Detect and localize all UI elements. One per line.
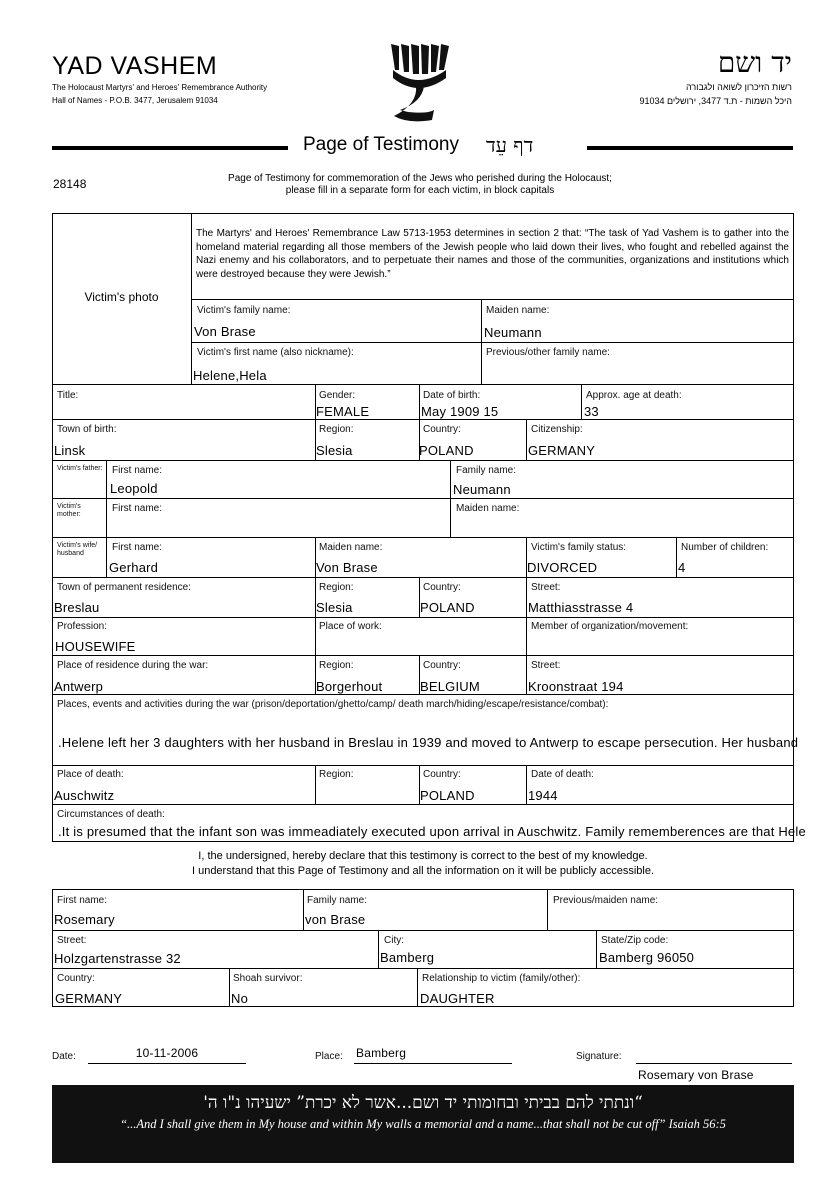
declaration-line-2: I understand that this Page of Testimony and all the information on it will be publicly accessible. xyxy=(191,865,655,877)
first-name-value[interactable]: Helene,Hela xyxy=(193,368,267,383)
mother-row-label: Victim's mother: xyxy=(57,503,81,518)
death-place-label: Place of death: xyxy=(57,769,124,780)
town-birth-value[interactable]: Linsk xyxy=(54,443,86,458)
war-country-label: Country: xyxy=(423,660,461,671)
submitter-city-label: City: xyxy=(384,935,404,946)
age-value[interactable]: 33 xyxy=(584,404,599,419)
law-text: The Martyrs' and Heroes' Remembrance Law 5713-1953 determines in section 2 that: “The task of Yad Vashem is to gather into the homeland material regarding all those members of the Jewish people who laid down their lives, who fought and rebelled against the Nazi enemy and his collaborators, and to perpetuate their names and those of the communities, organizations and institutions which were destroyed because they were Jewish.” xyxy=(196,228,789,280)
profession-label: Profession: xyxy=(57,621,108,632)
father-family-label: Family name: xyxy=(456,465,517,476)
residence-town-value[interactable]: Breslau xyxy=(54,600,100,615)
footer-hebrew: “ונתתי להם בביתי ובחומותי יד ושם...אשר לא יכרת” ישעיהו נ"ו ה' xyxy=(203,1093,643,1113)
spouse-maiden-value[interactable]: Von Brase xyxy=(316,560,378,575)
org-subtitle-he-2: היכל השמות - ת.ד 3477, ירושלים 91034 xyxy=(639,96,792,106)
death-place-value[interactable]: Auschwitz xyxy=(54,788,115,803)
family-status-value[interactable]: DIVORCED xyxy=(527,560,598,575)
submitter-city-value[interactable]: Bamberg xyxy=(380,950,435,965)
citizenship-value[interactable]: GERMANY xyxy=(528,443,596,458)
spouse-first-value[interactable]: Gerhard xyxy=(109,560,159,575)
form-title-he: דף עֵד xyxy=(486,133,534,157)
first-name-label: Victim's first name (also nickname): xyxy=(197,347,354,358)
death-region-label: Region: xyxy=(319,769,354,780)
father-first-label: First name: xyxy=(112,465,163,476)
title-label: Title: xyxy=(57,390,79,401)
war-region-value[interactable]: Borgerhout xyxy=(316,679,383,694)
family-name-value[interactable]: Von Brase xyxy=(194,324,256,339)
work-label: Place of work: xyxy=(319,621,382,632)
org-name-en: YAD VASHEM xyxy=(52,52,218,80)
signature-label: Signature: xyxy=(576,1051,622,1062)
profession-value[interactable]: HOUSEWIFE xyxy=(55,639,136,654)
menorah-logo xyxy=(388,40,450,124)
date-label: Date: xyxy=(52,1051,76,1062)
death-country-value[interactable]: POLAND xyxy=(420,788,475,803)
place-label: Place: xyxy=(315,1051,343,1062)
org-name-he: יד ושם xyxy=(717,46,792,79)
region-birth-label: Region: xyxy=(319,424,354,435)
dob-value[interactable]: May 1909 15 xyxy=(421,404,499,419)
town-birth-label: Town of birth: xyxy=(57,424,117,435)
war-street-value[interactable]: Kroonstraat 194 xyxy=(528,679,624,694)
war-residence-label: Place of residence during the war: xyxy=(57,660,209,671)
circumstances-label: Circumstances of death: xyxy=(57,809,165,820)
org-subtitle-en-2: Hall of Names - P.O.B. 3477, Jerusalem 91034 xyxy=(52,96,218,105)
member-label: Member of organization/movement: xyxy=(531,621,689,632)
submitter-street-label: Street: xyxy=(57,935,87,946)
dob-label: Date of birth: xyxy=(423,390,481,401)
org-subtitle-en-1: The Holocaust Martyrs' and Heroes' Remembrance Authority xyxy=(52,83,268,92)
war-country-value[interactable]: BELGIUM xyxy=(420,679,480,694)
submitter-family-label: Family name: xyxy=(307,895,368,906)
residence-street-value[interactable]: Matthiasstrasse 4 xyxy=(528,600,634,615)
title-rule-right xyxy=(587,146,793,150)
residence-town-label: Town of permanent residence: xyxy=(57,582,191,593)
form-title-en: Page of Testimony xyxy=(303,134,459,155)
title-rule-left xyxy=(52,146,288,150)
survivor-label: Shoah survivor: xyxy=(233,973,303,984)
signature-name[interactable]: Rosemary von Brase xyxy=(638,1068,754,1082)
residence-region-label: Region: xyxy=(319,582,354,593)
date-value[interactable]: 10-11-2006 xyxy=(135,1046,199,1060)
children-label: Number of children: xyxy=(681,542,769,553)
death-country-label: Country: xyxy=(423,769,461,780)
residence-street-label: Street: xyxy=(531,582,561,593)
submitter-prev-label: Previous/maiden name: xyxy=(553,895,659,906)
residence-country-value[interactable]: POLAND xyxy=(420,600,475,615)
maiden-name-value[interactable]: Neumann xyxy=(484,325,542,340)
declaration-line-1: I, the undersigned, hereby declare that this testimony is correct to the best of my knowledge. xyxy=(198,850,648,862)
relation-label: Relationship to victim (family/other): xyxy=(422,973,581,984)
submitter-zip-label: State/Zip code: xyxy=(601,935,669,946)
intro-line-1: Page of Testimony for commemoration of the Jews who perished during the Holocaust; xyxy=(228,173,612,184)
org-subtitle-he-1: רשות הזיכרון לשואה ולגבורה xyxy=(685,82,792,92)
gender-label: Gender: xyxy=(319,390,356,401)
circumstances-value[interactable]: .It is presumed that the infant son was immeadiately executed upon arrival in Auschwitz. Family rememberences are that Hele xyxy=(58,824,806,839)
spouse-maiden-label: Maiden name: xyxy=(319,542,383,553)
death-date-value[interactable]: 1944 xyxy=(528,788,558,803)
survivor-value[interactable]: No xyxy=(231,991,249,1006)
submitter-country-label: Country: xyxy=(57,973,95,984)
victim-photo-label: Victim's photo xyxy=(84,290,159,304)
residence-region-value[interactable]: Slesia xyxy=(316,600,353,615)
family-status-label: Victim's family status: xyxy=(531,542,627,553)
gender-value[interactable]: FEMALE xyxy=(316,404,370,419)
submitter-zip-value[interactable]: Bamberg 96050 xyxy=(599,950,695,965)
war-events-label: Places, events and activities during the war (prison/deportation/ghetto/camp/ death march/hiding/escape/resistance/combat): xyxy=(57,699,609,710)
war-events-value[interactable]: .Helene left her 3 daughters with her husband in Breslau in 1939 and moved to Antwerp to escape persecution. Her husband xyxy=(58,735,799,750)
family-name-label: Victim's family name: xyxy=(197,305,291,316)
war-residence-value[interactable]: Antwerp xyxy=(54,679,104,694)
citizenship-label: Citizenship: xyxy=(531,424,583,435)
submitter-family-value[interactable]: von Brase xyxy=(305,912,366,927)
mother-first-label: First name: xyxy=(112,503,163,514)
submitter-first-label: First name: xyxy=(57,895,108,906)
prev-family-label: Previous/other family name: xyxy=(486,347,610,358)
war-region-label: Region: xyxy=(319,660,354,671)
father-family-value[interactable]: Neumann xyxy=(453,482,511,497)
father-row-label: Victim's father: xyxy=(57,465,103,472)
death-date-label: Date of death: xyxy=(531,769,594,780)
footer-banner xyxy=(52,1085,794,1163)
age-label: Approx. age at death: xyxy=(586,390,682,401)
country-birth-value[interactable]: POLAND xyxy=(419,443,474,458)
country-birth-label: Country: xyxy=(423,424,461,435)
submitter-first-value[interactable]: Rosemary xyxy=(54,912,115,927)
region-birth-value[interactable]: Slesia xyxy=(316,443,353,458)
mother-maiden-label: Maiden name: xyxy=(456,503,520,514)
spouse-first-label: First name: xyxy=(112,542,163,553)
residence-country-label: Country: xyxy=(423,582,461,593)
maiden-name-label: Maiden name: xyxy=(486,305,550,316)
war-street-label: Street: xyxy=(531,660,561,671)
place-value[interactable]: Bamberg xyxy=(356,1046,407,1060)
relation-value[interactable]: DAUGHTER xyxy=(420,991,495,1006)
children-value[interactable]: 4 xyxy=(678,560,686,575)
submitter-form xyxy=(52,889,794,1007)
father-first-value[interactable]: Leopold xyxy=(110,481,158,496)
submitter-street-value[interactable]: Holzgartenstrasse 32 xyxy=(54,951,181,966)
submitter-country-value[interactable]: GERMANY xyxy=(55,991,123,1006)
spouse-row-label: Victim's wife/ husband xyxy=(57,542,98,557)
footer-english: “...And I shall give them in My house and within My walls a memorial and a name...that shall not be cut off” Isaiah 56:5 xyxy=(120,1117,726,1131)
form-number: 28148 xyxy=(53,177,87,191)
intro-line-2: please fill in a separate form for each victim, in block capitals xyxy=(285,185,555,196)
